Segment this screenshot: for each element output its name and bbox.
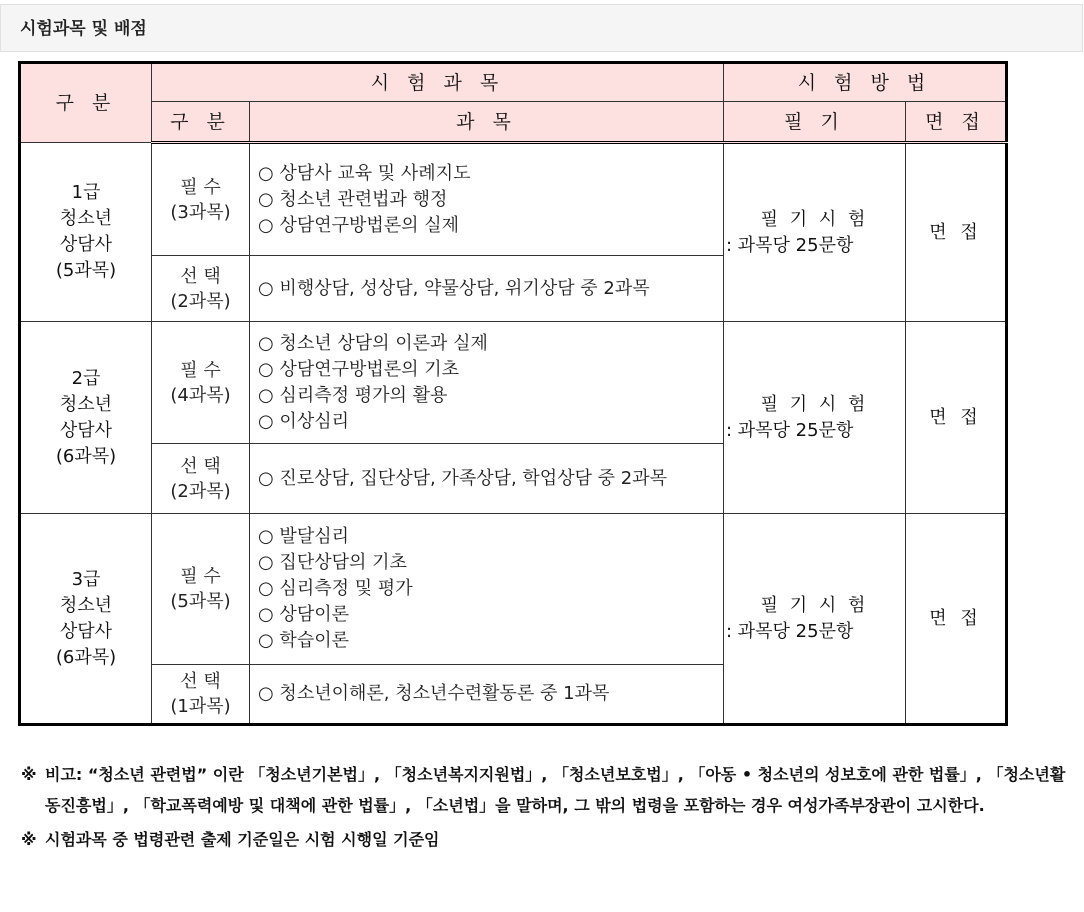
grade-subject-count: (6과목) [55,445,117,467]
list-item: ○ 청소년 관련법과 행정 [258,188,448,210]
table-subheader-row [20,102,1007,143]
reference-mark: ※ [21,830,37,849]
elective-label: 선 택 [180,671,221,692]
elective-subjects-cell [250,444,724,514]
grade-title: 청소년 [59,208,113,229]
elective-label-cell [152,256,250,322]
required-label: 필 수 [180,359,221,381]
written-method-cell [724,322,906,514]
grade-level: 1급 [71,182,101,203]
required-subjects-cell [250,322,724,444]
section-header [0,4,1083,52]
grade-level: 2급 [71,367,101,389]
header-method-group: 시 험 방 법 [724,63,1007,102]
elective-label-cell [152,444,250,514]
written-exam-questions: : 과목당 25문항 [726,620,854,642]
grade-subject-count: (5과목) [55,260,117,281]
table-row [20,143,1007,256]
required-label-cell [152,514,250,665]
note-text: 시험과목 중 법령관련 출제 기준일은 시험 시행일 기준임 [45,830,440,849]
written-method-cell [724,514,906,725]
grade-title: 상담사 [59,234,113,255]
note-text: 비고: “청소년 관련법” 이란 「청소년기본법」, 「청소년복지지원법」, 「청소년보호법」, 「아동 • 청소년의 성보호에 관한 법률」, 「청소년활동진흥법」, 「학교폭력예방 및 대책에 관한 법률」, 「소년법」을 말하며, 그 밖의 법령을 포함하는 경우 여성가족부장관이 고시한다. [45,765,1066,815]
written-exam-label: 필 기 시 험 [760,393,869,415]
elective-count: (2과목) [170,290,231,312]
list-item: ○ 상담연구방법론의 기초 [258,358,460,380]
grade-3-name [20,514,152,725]
table-header-row [20,63,1007,102]
table-row [20,322,1007,444]
interview-cell: 면 접 [906,514,1007,725]
written-exam-questions: : 과목당 25문항 [726,419,854,441]
grade-title: 청소년 [59,594,113,616]
list-item: ○ 진로상담, 집단상담, 가족상담, 학업상담 중 2과목 [258,467,668,489]
elective-count: (2과목) [170,480,231,502]
grade-2-name [20,322,152,514]
grade-title: 청소년 [59,393,113,415]
note-legal-definition [21,759,1076,821]
grade-subject-count: (6과목) [55,646,117,668]
elective-label: 선 택 [180,455,221,477]
elective-subjects-cell [250,665,724,725]
header-subjects-group: 시 험 과 목 [152,63,724,102]
grade-title: 상담사 [59,419,113,441]
required-count: (3과목) [170,201,231,223]
header-interview: 면 접 [906,102,1007,143]
list-item: ○ 상담연구방법론의 실제 [258,214,460,236]
required-count: (5과목) [170,591,231,612]
elective-subjects-cell [250,256,724,322]
interview-cell: 면 접 [906,143,1007,322]
section-title: 시험과목 및 배점 [20,19,147,39]
list-item: ○ 청소년이해론, 청소년수련활동론 중 1과목 [258,683,610,704]
required-label: 필 수 [180,176,221,198]
required-subjects-cell [250,514,724,665]
elective-count: (1과목) [170,696,231,717]
note-reference-date [21,824,1076,855]
header-subcategory: 구 분 [152,102,250,143]
list-item: ○ 학습이론 [258,630,349,651]
written-exam-label: 필 기 시 험 [760,208,869,230]
list-item: ○ 비행상담, 성상담, 약물상담, 위기상담 중 2과목 [258,277,650,299]
list-item: ○ 집단상담의 기초 [258,552,407,573]
grade-1-name [20,143,152,322]
list-item: ○ 이상심리 [258,410,349,432]
table-row [20,514,1007,665]
list-item: ○ 상담이론 [258,604,349,625]
written-exam-questions: : 과목당 25문항 [726,234,854,256]
required-count: (4과목) [170,384,231,406]
required-label-cell [152,322,250,444]
list-item: ○ 청소년 상담의 이론과 실제 [258,332,488,354]
list-item: ○ 상담사 교육 및 사례지도 [258,162,471,184]
notes-section [21,759,1076,855]
header-written: 필 기 [724,102,906,143]
exam-subjects-table [18,61,1008,726]
reference-mark: ※ [21,765,37,784]
grade-title: 상담사 [59,620,113,642]
header-subject: 과 목 [250,102,724,143]
required-subjects-cell [250,143,724,256]
required-label-cell [152,143,250,256]
list-item: ○ 심리측정 평가의 활용 [258,384,448,406]
header-category: 구 분 [20,63,152,143]
required-label: 필 수 [180,566,221,587]
elective-label-cell [152,665,250,725]
written-exam-label: 필 기 시 험 [760,594,869,616]
list-item: ○ 발달심리 [258,526,349,547]
written-method-cell [724,143,906,322]
list-item: ○ 심리측정 및 평가 [258,578,413,599]
elective-label: 선 택 [180,265,221,287]
interview-cell: 면 접 [906,322,1007,514]
grade-level: 3급 [71,568,101,590]
